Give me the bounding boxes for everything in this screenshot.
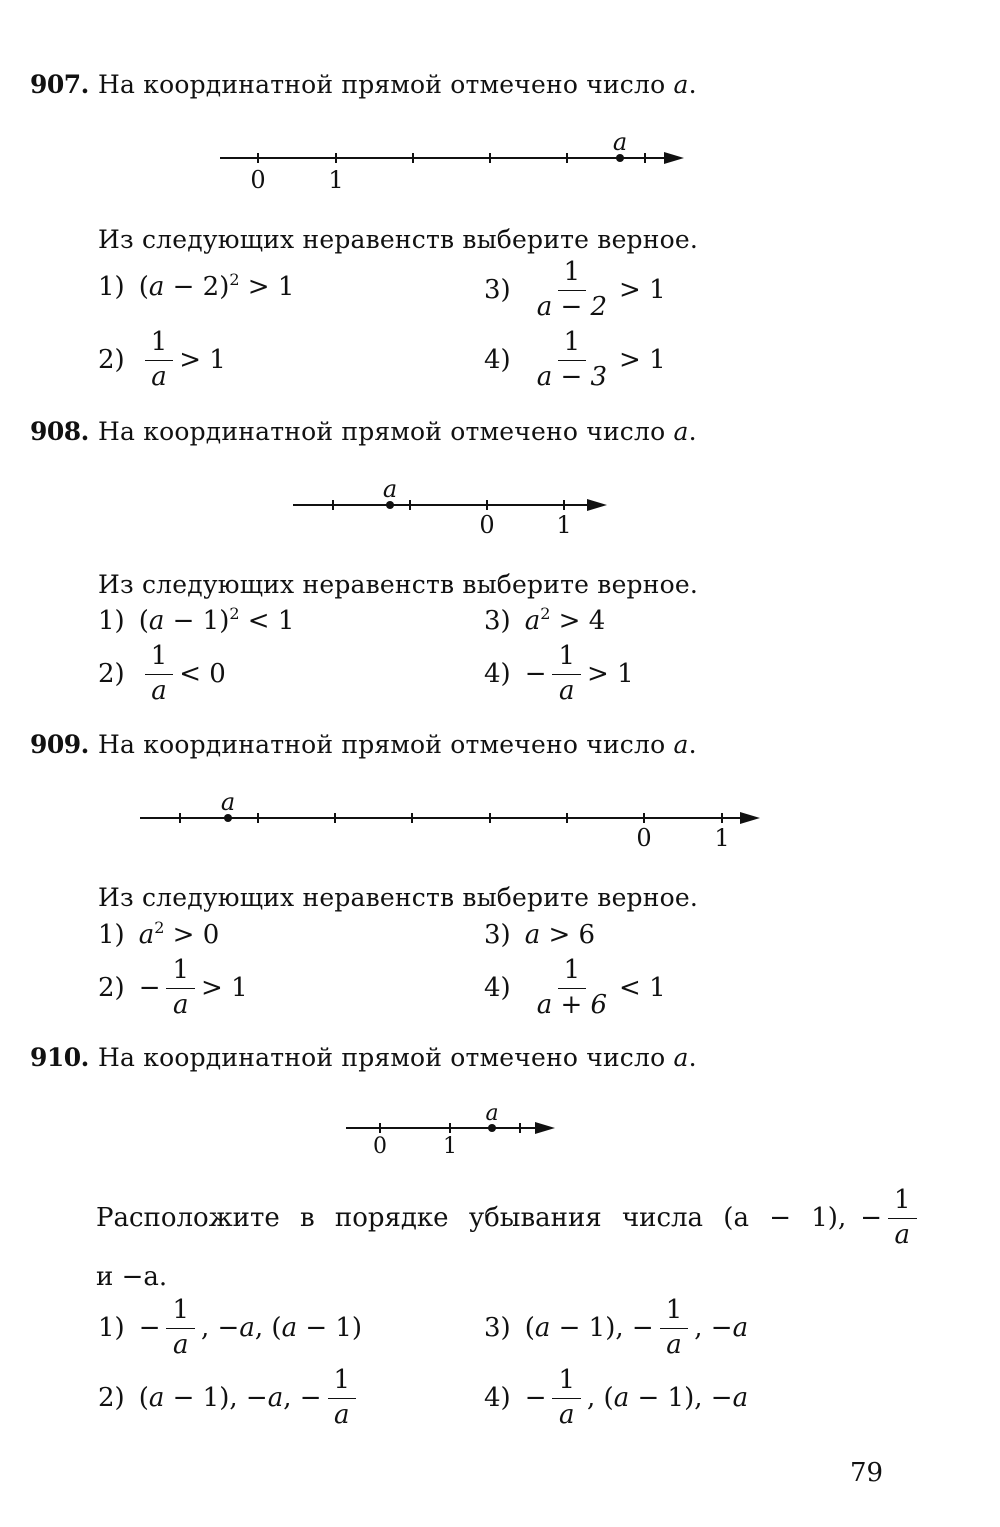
problem-910-option-2: 2) (a − 1), −a, − $\frac{1}{a}$ <box>98 1366 362 1429</box>
problem-907-number: 907. <box>30 70 89 99</box>
problem-909-option-1: 1) $a^2 > 0$ <box>98 918 220 950</box>
problem-907-statement: На координатной прямой отмечено число a. <box>98 70 697 99</box>
number-line-909 <box>130 790 780 860</box>
problem-907-option-3: 3) $\frac{1}{a - 2}$ > 1 <box>484 257 666 322</box>
problem-908-option-4: 4) − $\frac{1}{a}$ > 1 <box>484 641 634 706</box>
problem-909-statement: На координатной прямой отмечено число a. <box>98 730 697 759</box>
problem-909-option-4: 4) $\frac{1}{a + 6}$ < 1 <box>484 955 666 1020</box>
problem-908-option-1: 1) $(a - 1)^2 < 1$ <box>98 604 295 636</box>
tick-label-1: 1 <box>328 166 344 194</box>
problem-909-option-2: 2) − $\frac{1}{a}$ > 1 <box>98 955 248 1020</box>
problem-908-number: 908. <box>30 417 89 446</box>
problem-908-option-3: 3) $a^2 > 4$ <box>484 604 606 636</box>
problem-910-number: 910. <box>30 1043 89 1072</box>
problem-908-statement: На координатной прямой отмечено число a. <box>98 417 697 446</box>
number-line-908 <box>285 475 625 545</box>
tick-label-1: 1 <box>443 1134 457 1159</box>
number-line-910 <box>340 1100 570 1165</box>
tick-label-1: 1 <box>556 511 572 539</box>
tick-label-0: 0 <box>479 511 495 539</box>
point-a-label: a <box>382 475 398 503</box>
problem-907-option-1: 1) $(a - 2)^2 > 1$ <box>98 270 295 302</box>
tick-label-1: 1 <box>714 824 730 852</box>
option-expression: $(a - 2)^2 > 1$ <box>138 270 295 302</box>
problem-910-instruction: Расположите в порядке убывания числа (a − 1), − $\frac{1}{a}$ <box>96 1186 923 1249</box>
tick-label-0: 0 <box>373 1134 387 1159</box>
problem-909-option-3: 3) a > 6 <box>484 920 596 950</box>
problem-907-instruction: Из следующих неравенств выберите верное. <box>98 225 699 254</box>
number-line-907 <box>210 128 700 198</box>
page-number: 79 <box>850 1458 884 1488</box>
problem-910-option-1: 1) − $\frac{1}{a}$ , −a, (a − 1) <box>98 1295 363 1360</box>
problem-910-option-3: 3) (a − 1), − $\frac{1}{a}$ , −a <box>484 1295 749 1360</box>
tick-label-0: 0 <box>250 166 266 194</box>
problem-910-instruction-end: и −a. <box>96 1262 168 1292</box>
point-a-label: a <box>612 128 628 156</box>
problem-909-instruction: Из следующих неравенств выберите верное. <box>98 883 699 912</box>
problem-910-option-4: 4) − $\frac{1}{a}$ , (a − 1), −a <box>484 1365 749 1430</box>
problem-908-instruction: Из следующих неравенств выберите верное. <box>98 570 699 599</box>
problem-907-option-2: 2) $\frac{1}{a}$ > 1 <box>98 327 226 392</box>
point-a-label: a <box>220 790 236 816</box>
problem-908-option-2: 2) $\frac{1}{a}$ < 0 <box>98 641 226 706</box>
problem-910-statement: На координатной прямой отмечено число a. <box>98 1043 697 1072</box>
problem-909-number: 909. <box>30 730 89 759</box>
tick-label-0: 0 <box>636 824 652 852</box>
problem-907-option-4: 4) $\frac{1}{a - 3}$ > 1 <box>484 327 666 392</box>
point-a-label: a <box>485 1101 499 1126</box>
